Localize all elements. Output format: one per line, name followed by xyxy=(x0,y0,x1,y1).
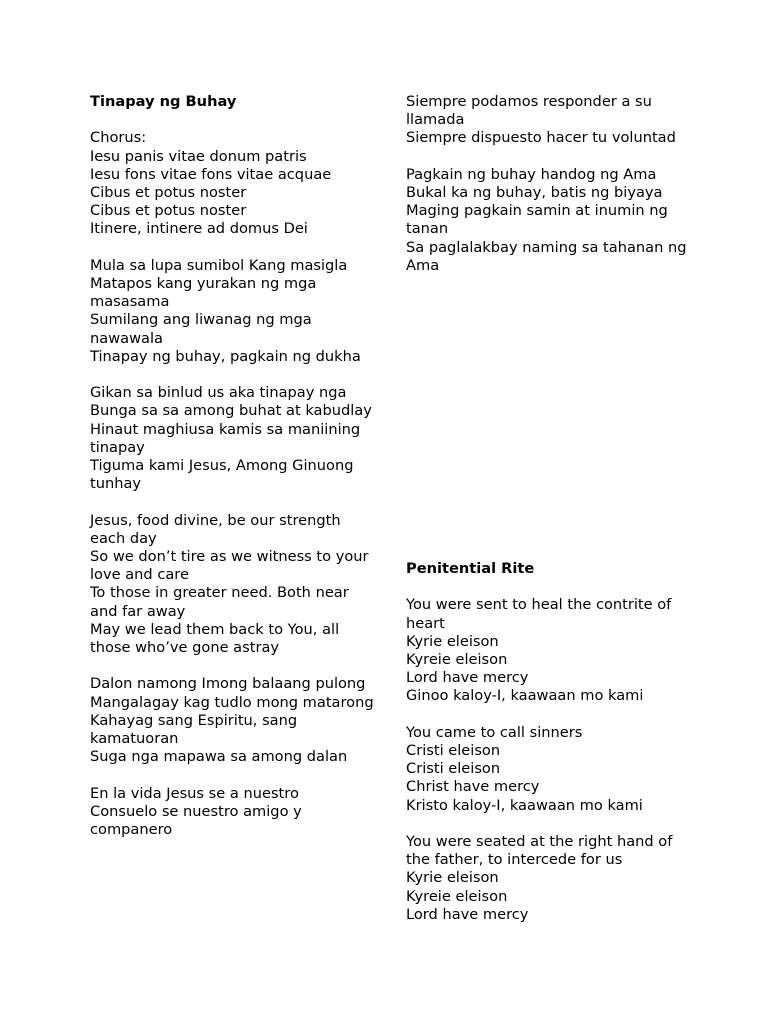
lyric-line: En la vida Jesus se a nuestro xyxy=(90,784,299,802)
left-column xyxy=(90,93,375,857)
chorus-block xyxy=(90,129,375,238)
lyric-line: Dalon namong Imong balaang pulong xyxy=(90,675,366,693)
lyric-line: Christ have mercy xyxy=(406,778,540,796)
lyric-line: Tiguma kami Jesus, Among Ginuong tunhay xyxy=(90,457,354,493)
lyric-line: Consuelo se nuestro amigo y companero xyxy=(90,802,302,839)
rite-block-3 xyxy=(406,833,691,924)
lyric-line: Cristi eleison xyxy=(406,760,501,778)
lyric-line: To those in greater need. Both near and far away xyxy=(90,584,349,620)
rite-block-1 xyxy=(406,596,691,705)
lyric-line: Chorus: xyxy=(90,129,147,147)
lyric-line: Matapos kang yurakan ng mga masasama xyxy=(90,275,317,311)
verse-block-3 xyxy=(90,512,375,658)
lyric-line: Bukal ka ng buhay, batis ng biyaya xyxy=(406,184,663,201)
lyric-line: Cibus et potus noster xyxy=(90,184,247,201)
lyric-line: You came to call sinners xyxy=(406,723,583,741)
lyric-line: Bunga sa sa among buhat at kabudlay xyxy=(90,402,372,420)
lyric-line: Gikan sa binlud us aka tinapay nga xyxy=(90,384,347,402)
lyric-line: Itinere, intinere ad domus Dei xyxy=(90,220,308,238)
lyric-line: Suga nga mapawa sa among dalan xyxy=(90,748,348,766)
verse-block-1 xyxy=(90,257,375,366)
lyric-line: Tinapay ng buhay, pagkain ng dukha xyxy=(90,347,361,365)
lyric-line: Jesus, food divine, be our strength each day xyxy=(90,511,341,547)
lyric-line: Lord have mercy xyxy=(406,905,529,923)
lyric-line: Kristo kaloy-I, kaawaan mo kami xyxy=(406,796,643,814)
rite-title-block xyxy=(406,560,691,578)
song-title-block xyxy=(90,93,375,111)
lyric-line: You were sent to heal the contrite of heart xyxy=(406,596,672,632)
lyric-line: So we don’t tire as we witness to your love and care xyxy=(90,548,369,584)
verse-block-5 xyxy=(90,785,375,840)
lyric-line: Sumilang ang liwanag ng mga nawawala xyxy=(90,311,312,347)
lyric-line: Cibus et potus noster xyxy=(90,202,247,220)
lyric-line: Cristi eleison xyxy=(406,742,501,759)
lyric-line: Pagkain ng buhay handog ng Ama xyxy=(406,165,657,183)
lyric-line: Kyreie eleison xyxy=(406,887,508,905)
lyric-line: Iesu fons vitae fons vitae acquae xyxy=(90,165,332,183)
verse-block-4 xyxy=(90,675,375,766)
section-title: Penitential Rite xyxy=(406,560,535,577)
verse-block-5-continued xyxy=(406,93,691,148)
lyric-line: Ginoo kaloy-I, kaawaan mo kami xyxy=(406,687,644,705)
song-title: Tinapay ng Buhay xyxy=(90,93,237,110)
lyric-line: Lord have mercy xyxy=(406,669,529,687)
lyric-line: Siempre dispuesto hacer tu voluntad xyxy=(406,129,676,147)
lyric-line: Sa paglalakbay naming sa tahanan ng Ama xyxy=(406,238,687,274)
lyric-line: Siempre podamos responder a su llamada xyxy=(406,93,652,129)
lyric-line: Hinaut maghiusa kamis sa maniining tinapay xyxy=(90,420,361,456)
rite-block-2 xyxy=(406,724,691,815)
lyric-line: Maging pagkain samin at inumin ng tanan xyxy=(406,202,668,238)
lyric-line: Mula sa lupa sumibol Kang masigla xyxy=(90,256,348,274)
lyric-line: Kahayag sang Espiritu, sang kamatuoran xyxy=(90,711,298,748)
lyric-line: Kyrie eleison xyxy=(406,869,499,887)
lyric-line: You were seated at the right hand of the father, to intercede for us xyxy=(406,833,673,869)
lyric-line: Iesu panis vitae donum patris xyxy=(90,147,307,165)
lyric-line: Mangalagay kag tudlo mong matarong xyxy=(90,693,374,711)
lyric-line: May we lead them back to You, all those who’ve gone astray xyxy=(90,620,340,657)
verse-block-2 xyxy=(90,384,375,493)
lyric-line: Kyrie eleison xyxy=(406,632,499,650)
lyric-line: Kyreie eleison xyxy=(406,651,508,668)
verse-block-6 xyxy=(406,166,691,275)
penitential-rite-section xyxy=(406,560,691,942)
right-column-top xyxy=(406,93,691,293)
